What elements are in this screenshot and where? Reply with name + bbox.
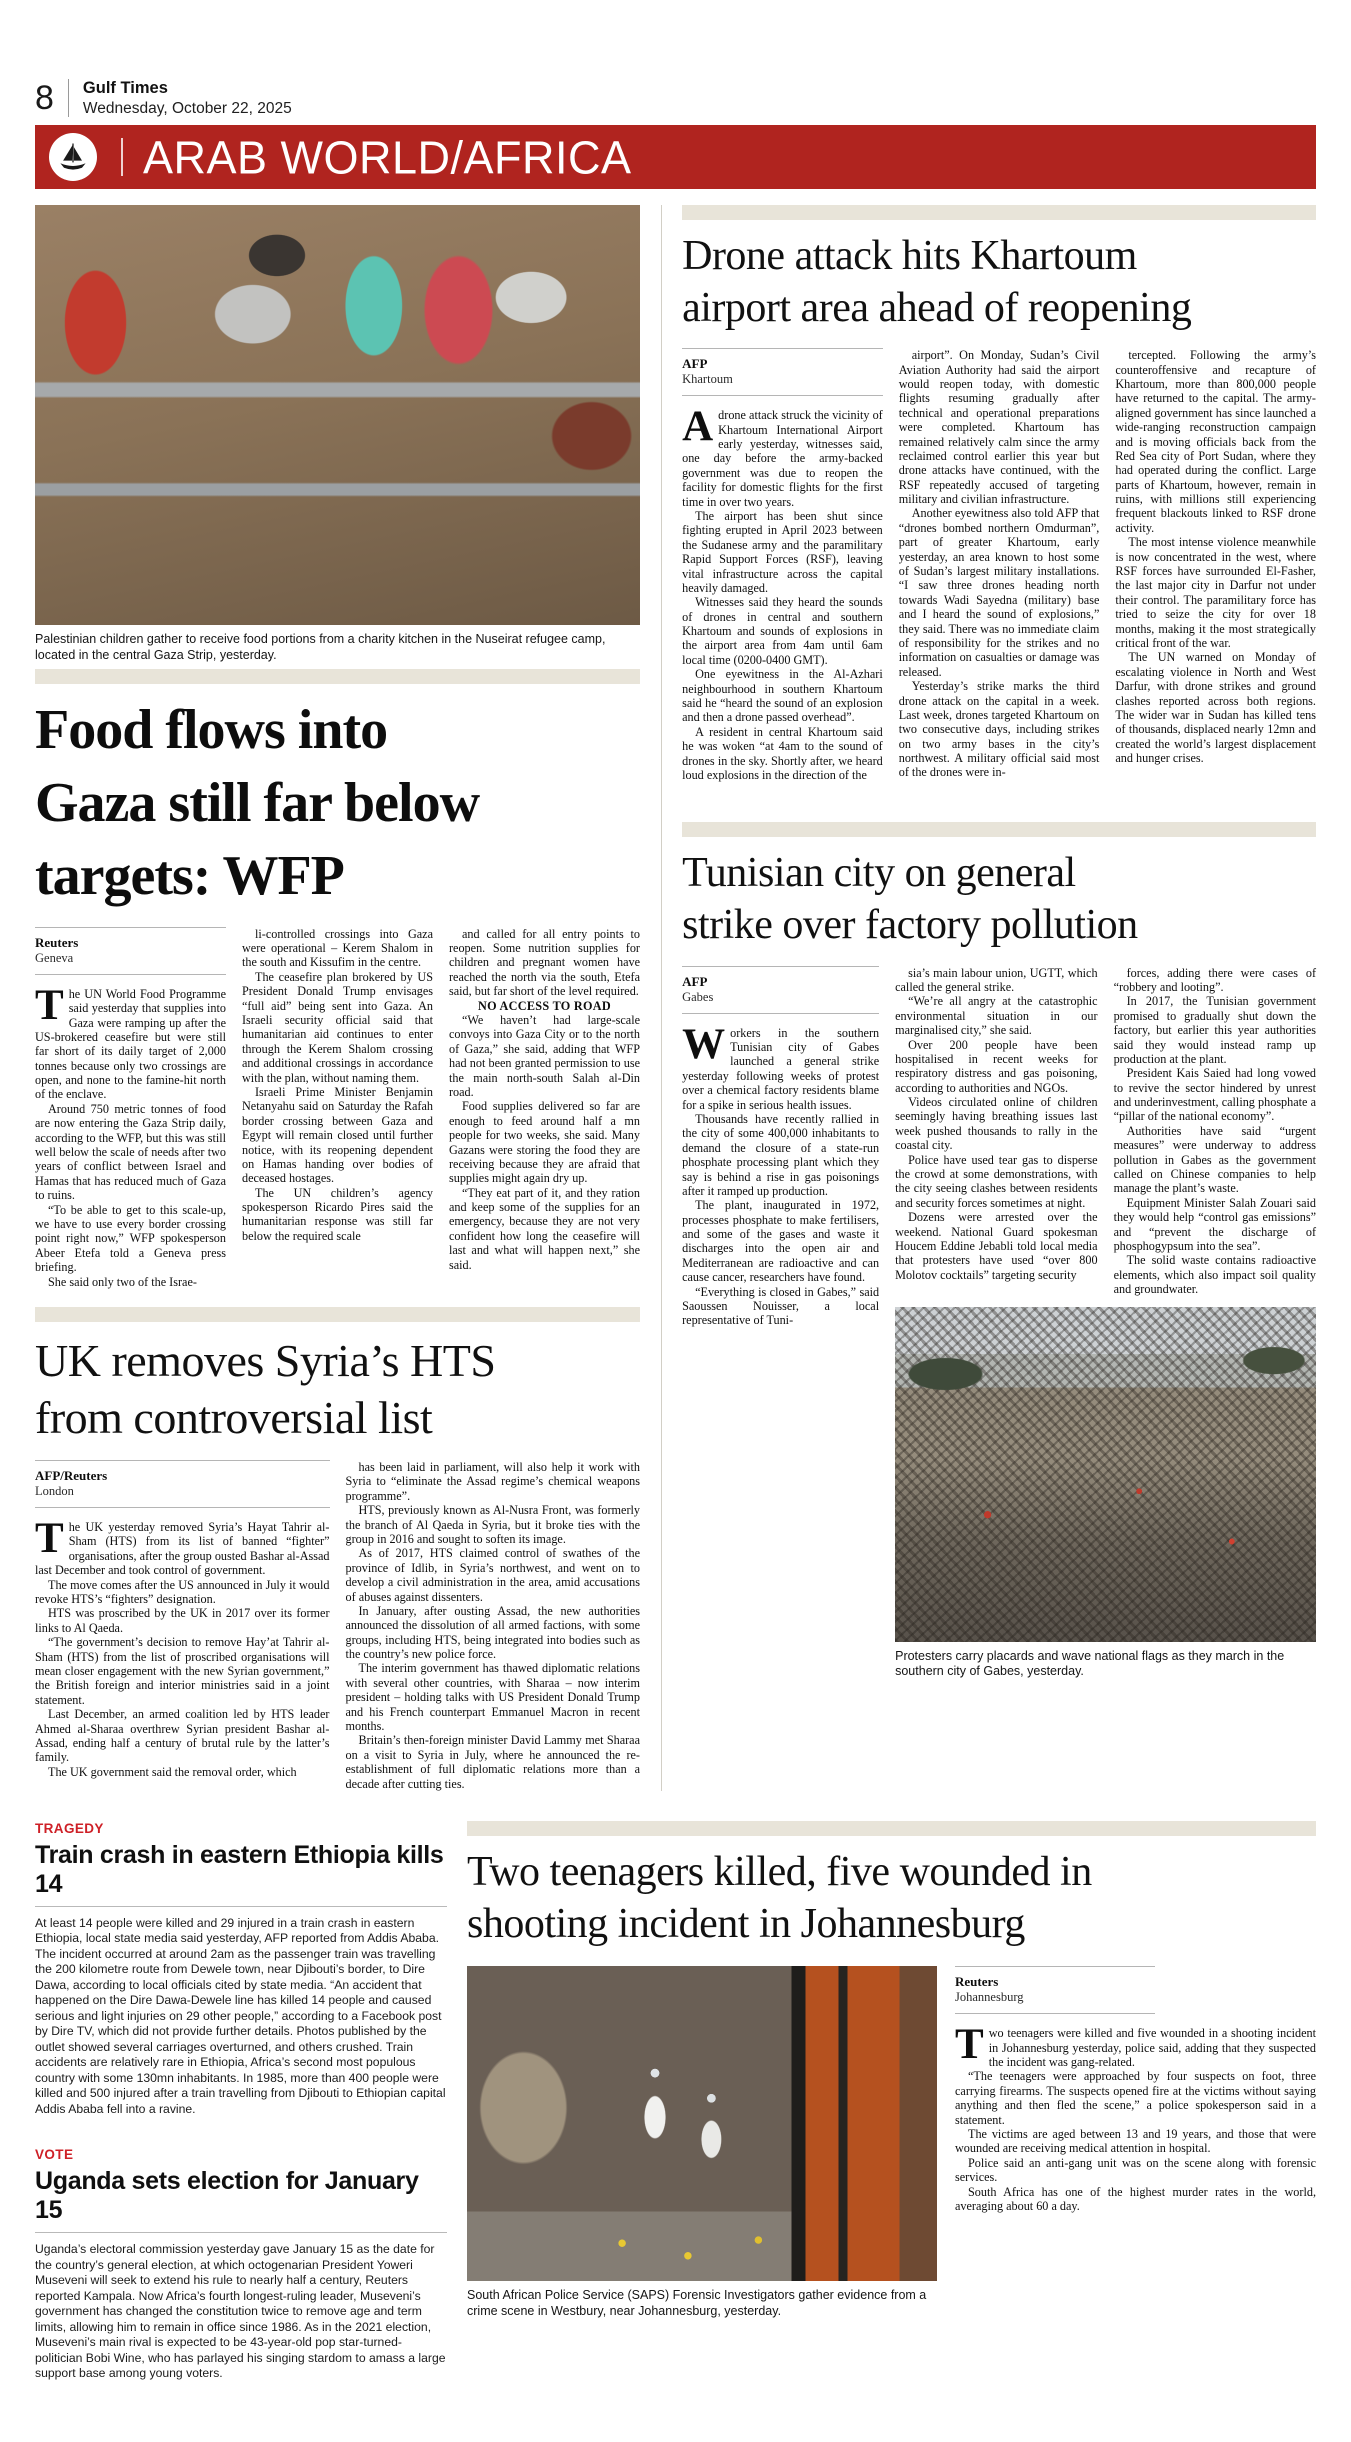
masthead (35, 0, 1316, 118)
text-line: In 2017, the Tunisian government promised to gradually shut down the factory, but earlier this year authorities said they would instead ramp up production at the plant. (1114, 994, 1316, 1066)
text-line: Police said an anti-gang unit was on the scene along with forensic services. (955, 2156, 1316, 2185)
text-line: As of 2017, HTS claimed control of swathes of the province of Idlib, in Syria’s northwest, and went on to develop a civil administration in the area, amid accusations of abuses against dissenters. (346, 1546, 641, 1604)
text-line: Equipment Minister Salah Zouari said they would help “control gas emissions” and “prevent the discharge of phosphogypsum into the sea”. (1114, 1196, 1316, 1254)
johannesburg-body-layout (467, 1966, 1316, 2319)
text-line: The most intense violence meanwhile is now concentrated in the west, where RSF forces have surrounded El-Fasher, the last major city in Darfur not under their control. The paramilitary force has tried to seize the city for over 18 months, making it the most strategically critical front of the war. (1115, 535, 1316, 650)
text-line: One eyewitness in the Al-Azhari neighbourhood in southern Khartoum said he “heard the sound of an explosion and then a drone passed overhead”. (682, 667, 883, 725)
briefs-column (35, 1821, 447, 2412)
text-line: and called for all entry points to reopen. Some nutrition supplies for children and pregnant women have reached the north via the south, Etefa said, but far short of the level required. (449, 927, 640, 999)
text-line: “The teenagers were approached by four suspects on foot, three carrying firearms. The suspects opened fire at the victims without saying anything and then fled the scene,” a police spokesperson said in a statement. (955, 2069, 1316, 2127)
lead-paragraph: Adrone attack struck the vicinity of Khartoum International Airport early yesterday, witnesses said, one day before the army-backed government was due to reopen the facility for domestic flights for the first time in over two years. (682, 408, 883, 509)
text-line: airport area ahead of reopening (682, 282, 1316, 334)
whitespace (682, 782, 1316, 822)
text-line: UK removes Syria’s HTS (35, 1332, 640, 1389)
separator-bar (682, 822, 1316, 837)
masthead-divider (68, 79, 69, 117)
dhow-sailboat-icon (55, 139, 91, 175)
text-line: The interim government has thawed diplomatic relations with several other countries, with Sharaa – now interim president – holding talks with US President Donald Trump and his French counterpart Emmanuel Macron in recent months. (346, 1661, 641, 1733)
text-line: li-controlled crossings into Gaza were operational – Kerem Shalom in the south and Kissufim in the centre. (242, 927, 433, 970)
gabes-strike-article (682, 847, 1316, 1679)
text-line: tercepted. Following the army’s counteroffensive and recapture of Khartoum, more than 800,000 people have returned to the capital. The army-aligned government has since launched a wide-ranging reconstruction campaign and is moving officials back from the Red Sea city of Port Sudan, where they had operated during the conflict. Large parts of Khartoum, however, remain in ruins, with millions still experiencing frequent blackouts linked to RSF drone activity. (1115, 348, 1316, 535)
dateline-location: Johannesburg (955, 1990, 1155, 2005)
text-line: “The government’s decision to remove Hay’at Tahrir al-Sham (HTS) from the list of proscribed organisations will mean closer engagement with the new Syrian government,” the British foreign and interior ministries said in a joint statement. (35, 1635, 330, 1707)
gabes-column-1 (682, 966, 879, 1680)
text-line: Last December, an armed coalition led by HTS leader Ahmed al-Sharaa overthrew Syrian president Bashar al-Assad, ending half a century of brutal rule by the latter’s family. (35, 1707, 330, 1765)
text-line: Dozens were arrested over the weekend. National Guard spokesman Houcem Eddine Jebabli told local media that protesters have used “over 800 Molotov cocktails” targeting security (895, 1210, 1097, 1282)
text-line: President Kais Saied had long vowed to revive the sector hindered by unrest and underinvestment, calling phosphate a “pillar of the national economy”. (1114, 1066, 1316, 1124)
lead-paragraph: The UN World Food Programme said yesterday that supplies into Gaza were ramping up after the US-brokered ceasefire but were still far short of its daily target of 2,000 tonnes because only two crossings are open, and none to the famine-hit north of the enclave. (35, 987, 226, 1102)
lead-paragraph: Workers in the southern Tunisian city of Gabes launched a general strike yesterday following weeks of protest over a chemical factory residents blame for a spike in serious health issues. (682, 1026, 879, 1112)
gabes-column-3 (1114, 966, 1316, 1297)
text-line: The airport has been shut since fighting erupted in April 2023 between the Sudanese army and the paramilitary Rapid Support Forces (RSF), leaving vital infrastructure across the capital heavily damaged. (682, 509, 883, 595)
text-line: The UK government said the removal order, which (35, 1765, 330, 1779)
uk-hts-headline (35, 1332, 640, 1446)
news-agency: AFP/Reuters (35, 1468, 330, 1483)
bottom-content-row (35, 1821, 1316, 2412)
gabes-right-block (895, 966, 1316, 1680)
banner-divider (121, 138, 123, 176)
text-line: In January, after ousting Assad, the new authorities announced the dissolution of all armed factions, with some groups, including HTS, being integrated into bodies such as the country’s new police force. (346, 1604, 641, 1662)
separator-bar (35, 669, 640, 684)
text-line: shooting incident in Johannesburg (467, 1898, 1316, 1950)
text-line: Food flows into (35, 694, 640, 767)
text-line: Food supplies delivered so far are enough to feed around half a mn people for two weeks, she said. Many Gazans were storing the food they are receiving because they are afraid that supplies might again dry up. (449, 1099, 640, 1185)
gabes-byline (682, 966, 879, 1014)
drop-cap: A (682, 408, 718, 444)
dateline-location: Khartoum (682, 372, 883, 387)
drop-cap: T (35, 987, 69, 1023)
gabes-upper-columns (895, 966, 1316, 1297)
text-line: airport”. On Monday, Sudan’s Civil Aviation Authority had said the airport would reopen today, with domestic flights resuming gradually after technical and operational preparations were completed. Khartoum has remained relatively calm since the army reclaimed control earlier this year but drone attacks have continued, with the RSF repeatedly accused of targeting military and civilian infrastructure. (899, 348, 1100, 506)
gabes-body-layout (682, 966, 1316, 1680)
dateline-location: London (35, 1484, 330, 1499)
gabes-headline (682, 847, 1316, 951)
section-title: ARAB WORLD/AFRICA (143, 134, 632, 181)
ethiopia-brief-body: At least 14 people were killed and 29 injured in a train crash in eastern Ethiopia, local state media said yesterday, AFP reported from Addis Ababa. The incident occurred at around 2am as the passenger train was travelling the 200 kilometre route from Dewele town, near Djibouti’s border, to Dire Dawa, according to local officials cited by state media. “An accident that happened on the Dire Dawa-Dewele line has killed 14 people and caused serious and light injuries on 29 other people,” according to a Facebook post by Dire TV, which did not provide further details. Photos published by the outlet showed several carriages overturned, and others crushed. Train accidents are relatively rare in Ethiopia, Africa’s second most populous country with some 130mn inhabitants. In 1985, more than 400 people were killed and 500 injured after a train travelling from Djibouti to Ethiopian capital Addis Ababa fell into a ravine. (35, 1916, 447, 2117)
headline-rule (35, 1906, 447, 1907)
text-line: She said only two of the Israe- (35, 1275, 226, 1289)
text-line: Another eyewitness also told AFP that “drones bombed northern Omdurman”, part of greater Khartoum, early yesterday, an area known to host some of Sudan’s largest military installations. “I saw three drones heading north towards Wadi Sayedna (military) base and I heard the sound of explosions,” they said. There was no immediate claim of responsibility for the strikes and no information on casualties or damage was released. (899, 506, 1100, 679)
drone-headline (682, 230, 1316, 334)
text-line: “Everything is closed in Gabes,” said Saoussen Nouisser, a local representative of Tuni- (682, 1285, 879, 1328)
uganda-brief-headline: Uganda sets election for January 15 (35, 2167, 447, 2225)
text-line: Drone attack hits Khartoum (682, 230, 1316, 282)
text-line: Thousands have recently rallied in the city of some 400,000 inhabitants to demand the closure of a state-run phosphate processing plant which they say is behind a rise in gas poisonings after it ramped up production. (682, 1112, 879, 1198)
text-line: “We’re all angry at the catastrophic environmental situation in our marginalised city,” she said. (895, 994, 1097, 1037)
text-line: Over 200 people have been hospitalised in recent weeks for respiratory distress and gas poisoning, according to authorities and NGOs. (895, 1038, 1097, 1096)
gabes-column-2 (895, 966, 1097, 1297)
text-line: targets: WFP (35, 840, 640, 913)
johannesburg-photo-caption: South African Police Service (SAPS) Forensic Investigators gather evidence from a crime scene in Westbury, near Johannesburg, yesterday. (467, 2281, 937, 2319)
text-line: forces, adding there were cases of “robbery and looting”. (1114, 966, 1316, 995)
publication-name: Gulf Times (83, 78, 292, 99)
text-line: “They eat part of it, and they ration and keep some of the supplies for an emergency, because they are not very confident how long the ceasefire will last and what will happen next,” she said. (449, 1186, 640, 1272)
separator-bar (467, 1821, 1316, 1836)
text-line: The plant, inaugurated in 1972, processes phosphate to make fertilisers, and some of the gases and waste it discharges into the open air and Mediterranean are radioactive and can cause cancer, researchers have found. (682, 1198, 879, 1284)
drone-column-1 (682, 348, 883, 782)
text-line: from controversial list (35, 1389, 640, 1446)
section-banner (35, 125, 1316, 189)
lead-paragraph: The UK yesterday removed Syria’s Hayat Tahrir al-Sham (HTS) from its list of banned “fighter” organisations, after the group ousted Bashar al-Assad last December and took control of government. (35, 1520, 330, 1578)
left-column-region (35, 205, 640, 1791)
text-line: Israeli Prime Minister Benjamin Netanyahu said on Saturday the Rafah border crossing between Gaza and Egypt will remain closed until further notice, with its reopening dependent on Hamas handing over bodies of deceased hostages. (242, 1085, 433, 1186)
text-line: Around 750 metric tonnes of food are now entering the Gaza Strip daily, according to the WFP, but this was still well below the scale of needs after two years of conflict between Israel and Hamas that has reduced much of Gaza to ruins. (35, 1102, 226, 1203)
wfp-headline (35, 694, 640, 912)
uk-hts-column-2 (346, 1460, 641, 1791)
wfp-gaza-article (35, 694, 640, 1289)
text-line: Gaza still far below (35, 767, 640, 840)
johannesburg-photo-column (467, 1966, 937, 2319)
gabes-photo-caption: Protesters carry placards and wave national flags as they march in the southern city of Gabes, yesterday. (895, 1642, 1316, 1680)
khartoum-drone-article (682, 230, 1316, 782)
text-line: Tunisian city on general (682, 847, 1316, 899)
uk-hts-byline (35, 1460, 330, 1508)
news-agency: AFP (682, 356, 883, 371)
uk-hts-column-1 (35, 1460, 330, 1791)
headline-rule (35, 2232, 447, 2233)
text-line: South Africa has one of the highest murder rates in the world, averaging about 60 a day. (955, 2185, 1316, 2214)
right-column-region (682, 205, 1316, 1791)
wfp-body-columns (35, 927, 640, 1289)
publication-date: Wednesday, October 22, 2025 (83, 99, 292, 118)
gulf-times-logo (49, 133, 97, 181)
wfp-column-2 (242, 927, 433, 1289)
text-line: Britain’s then-foreign minister David Lammy met Sharaa on a visit to Syria in July, where he announced the re-establishment of full diplomatic relations more than a decade after cutting ties. (346, 1733, 641, 1791)
text-line: “To be able to get to this scale-up, we have to use every border crossing point right now,” WFP spokesperson Abeer Etefa told a Geneva press briefing. (35, 1203, 226, 1275)
news-agency: AFP (682, 974, 879, 989)
uk-hts-article (35, 1332, 640, 1791)
uk-hts-body-columns (35, 1460, 640, 1791)
text-line: The solid waste contains radioactive elements, which also impact soil quality and groundwater. (1114, 1253, 1316, 1296)
text-line: The UN warned on Monday of escalating violence in North and West Darfur, with drone strikes and ground clashes reported across both regions. The wider war in Sudan has killed tens of thousands, displaced nearly 12mn and created the world’s largest displacement and hunger crises. (1115, 650, 1316, 765)
text-line: Videos circulated online of children seemingly having breathing issues last week pushed thousands to rally in the coastal city. (895, 1095, 1097, 1153)
brief-kicker: TRAGEDY (35, 1821, 447, 1836)
text-line: Two teenagers killed, five wounded in (467, 1846, 1316, 1898)
text-line: The move comes after the US announced in July it would revoke HTS’s “fighters” designation. (35, 1578, 330, 1607)
drone-byline (682, 348, 883, 396)
wfp-byline (35, 927, 226, 975)
text-line: A resident in central Khartoum said he was woken “at 4am to the sound of drones in the sky. Shortly after, we heard loud explosions in the direction of the (682, 725, 883, 783)
gaza-charity-kitchen-photo (35, 205, 640, 625)
separator-bar (35, 1307, 640, 1322)
johannesburg-text-column (955, 1966, 1316, 2319)
text-line: “We haven’t had large-scale convoys into Gaza City or to the north of Gaza,” she said, adding that WFP had not been granted permission to use the main north-south Salah al-Din road. (449, 1013, 640, 1099)
text-line: has been laid in parliament, will also help it work with Syria to “eliminate the Assad regime’s chemical weapons programme”. (346, 1460, 641, 1503)
dateline-location: Geneva (35, 951, 226, 966)
gaza-photo-caption: Palestinian children gather to receive food portions from a charity kitchen in the Nuseirat refugee camp, located in the central Gaza Strip, yesterday. (35, 625, 640, 663)
johannesburg-crime-scene-photo (467, 1966, 937, 2281)
masthead-text (83, 78, 292, 118)
ethiopia-train-brief (35, 1821, 447, 2117)
text-line: Yesterday’s strike marks the third drone attack on the capital in a week. Last week, drones targeted Khartoum on two consecutive days, including strikes on two army bases in the city’s northwest. A military official said most of the drones were in- (899, 679, 1100, 780)
wfp-column-3 (449, 927, 640, 1289)
text-line: The ceasefire plan brokered by US President Donald Trump envisages “full aid” being sent into Gaza. An Israeli security official said that humanitarian aid continues to enter through the Kerem Shalom crossing and additional crossings in accordance with the plan, without naming them. (242, 970, 433, 1085)
dateline-location: Gabes (682, 990, 879, 1005)
uganda-election-brief (35, 2147, 447, 2381)
crosshead: NO ACCESS TO ROAD (449, 999, 640, 1013)
uganda-brief-body: Uganda’s electoral commission yesterday gave January 15 as the date for the country’s general election, at which octogenarian President Yoweri Museveni will seek to extend his rule to nearly half a century, Reuters reported Kampala. Now Africa’s fourth longest-ruling leader, Museveni’s government has changed the constitution twice to remove age and term limits, allowing him to remain in office since 1986. As in the 2021 election, Museveni’s main rival is expected to be 43-year-old pop star-turned-politician Bobi Wine, who has parlayed his singing stardom to amass a large support base among young voters. (35, 2242, 447, 2381)
separator-bar (682, 205, 1316, 220)
drop-cap: T (35, 1520, 69, 1556)
text-line: The UN children’s agency spokesperson Ricardo Pires said the humanitarian response was still far below the required scale (242, 1186, 433, 1244)
page-number: 8 (35, 81, 54, 115)
text-line: strike over factory pollution (682, 899, 1316, 951)
brief-kicker: VOTE (35, 2147, 447, 2162)
text-line: HTS, previously known as Al-Nusra Front, was formerly the branch of Al Qaeda in Syria, but it broke ties with the group in 2016 and sought to soften its image. (346, 1503, 641, 1546)
johannesburg-article-block (467, 1821, 1316, 2412)
news-agency: Reuters (955, 1974, 1155, 1989)
main-content-row (35, 205, 1316, 1791)
ethiopia-brief-headline: Train crash in eastern Ethiopia kills 14 (35, 1841, 447, 1899)
text-line: sia’s main labour union, UGTT, which called the general strike. (895, 966, 1097, 995)
text-line: Police have used tear gas to disperse the crowd at some demonstrations, with the city seeing clashes between residents and security forces sometimes at night. (895, 1153, 1097, 1211)
drone-body-columns (682, 348, 1316, 782)
drone-column-3 (1115, 348, 1316, 782)
text-line: The victims are aged between 13 and 19 years, and those that were wounded are receiving medical attention in hospital. (955, 2127, 1316, 2156)
text-line: HTS was proscribed by the UK in 2017 over its former links to Al Qaeda. (35, 1606, 330, 1635)
text-line: Authorities have said “urgent measures” were underway to address pollution in Gabes as the government called on Chinese companies to help manage the plant’s waste. (1114, 1124, 1316, 1196)
johannesburg-byline (955, 1966, 1155, 2014)
wfp-column-1 (35, 927, 226, 1289)
gabes-protest-photo (895, 1307, 1316, 1642)
text-line: Witnesses said they heard the sounds of drones in central and southern Khartoum and sounds of explosions in the airport area from 4am until 6am local time (0200-0400 GMT). (682, 595, 883, 667)
drone-column-2 (899, 348, 1100, 782)
johannesburg-headline (467, 1846, 1316, 1950)
lead-paragraph: Two teenagers were killed and five wounded in a shooting incident in Johannesburg yesterday, police said, adding that they suspected the incident was gang-related. (955, 2026, 1316, 2069)
drop-cap: W (682, 1026, 730, 1062)
drop-cap: T (955, 2026, 989, 2062)
news-agency: Reuters (35, 935, 226, 950)
